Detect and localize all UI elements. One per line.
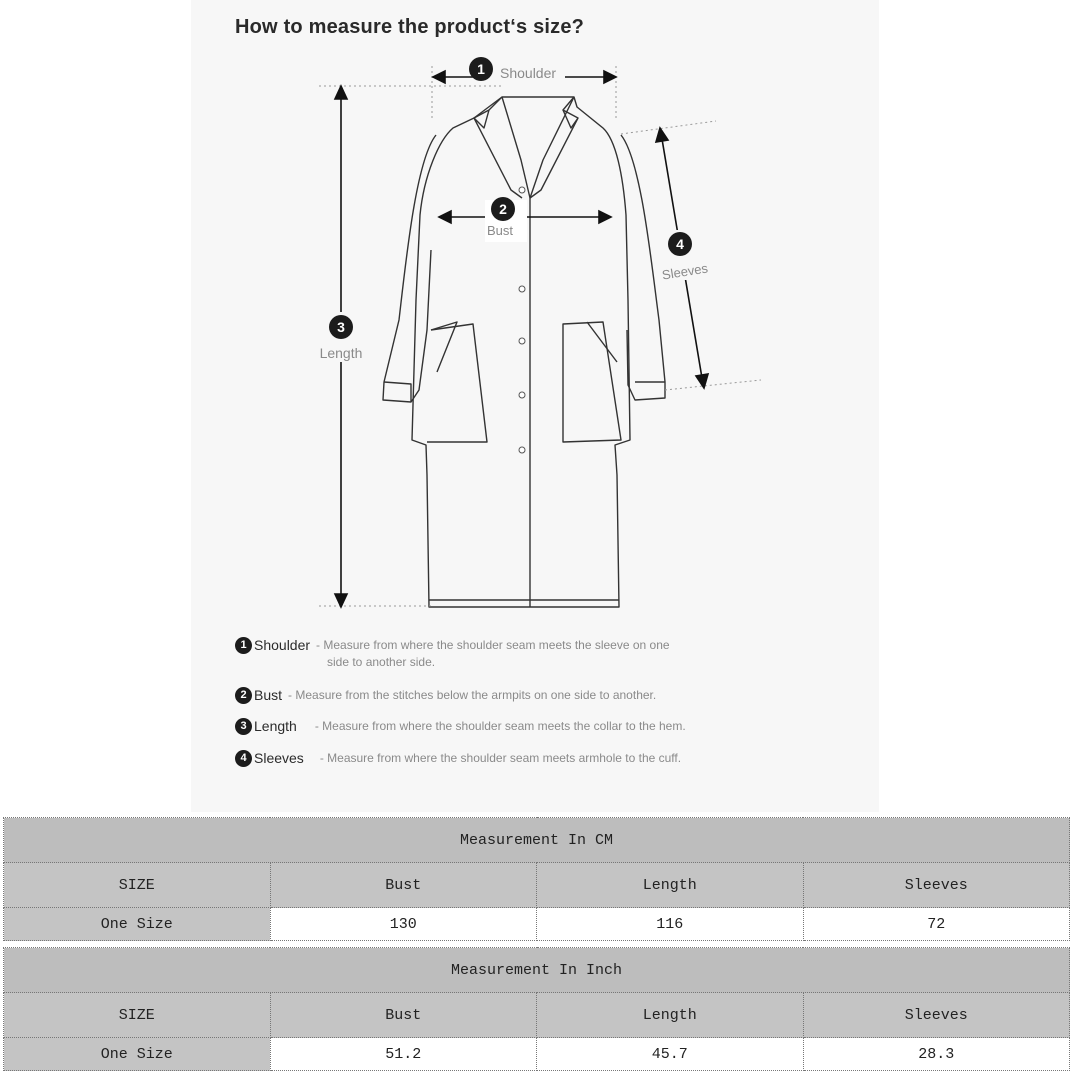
table-inch-cell-sleeves: 28.3 bbox=[803, 1038, 1070, 1071]
table-cm-header-bust: Bust bbox=[270, 863, 537, 908]
legend-num-1: 1 bbox=[235, 637, 252, 654]
table-inch-header-bust: Bust bbox=[270, 993, 537, 1038]
legend-term-bust: Bust bbox=[254, 687, 283, 703]
table-cm-cell-size: One Size bbox=[4, 908, 271, 941]
guide-title: How to measure the product‘s size? bbox=[235, 16, 585, 38]
callout-bust-label: Bust bbox=[487, 223, 514, 238]
callout-length-label: Length bbox=[319, 345, 363, 361]
table-inch-header-length: Length bbox=[537, 993, 804, 1038]
callout-length-num: 3 bbox=[337, 319, 345, 335]
table-cm-cell-bust: 130 bbox=[270, 908, 537, 941]
legend-term-sleeves: Sleeves bbox=[254, 750, 304, 766]
legend-num-2: 2 bbox=[235, 687, 252, 704]
table-inch-cell-bust: 51.2 bbox=[270, 1038, 537, 1071]
table-inch-header-size: SIZE bbox=[4, 993, 271, 1038]
table-cm-header-size: SIZE bbox=[4, 863, 271, 908]
legend-num-4: 4 bbox=[235, 750, 252, 767]
callout-bust bbox=[485, 197, 527, 242]
callout-length bbox=[311, 312, 371, 362]
table-cm-cell-length: 116 bbox=[537, 908, 804, 941]
callout-shoulder-label: Shoulder bbox=[500, 65, 557, 81]
callout-sleeves-label: Sleeves bbox=[660, 260, 709, 283]
legend-desc-sleeves: - Measure from where the shoulder seam meets armhole to the cuff. bbox=[319, 751, 682, 765]
table-inch-cell-size: One Size bbox=[4, 1038, 271, 1071]
legend-desc-length: - Measure from where the shoulder seam meets the collar to the hem. bbox=[314, 719, 686, 733]
legend-desc-shoulder: - Measure from where the shoulder seam meets the sleeve on one bbox=[316, 638, 670, 652]
table-inch-cell-length: 45.7 bbox=[537, 1038, 804, 1071]
table-inch-header-sleeves: Sleeves bbox=[803, 993, 1070, 1038]
legend-num-3: 3 bbox=[235, 718, 252, 735]
coat-illustration bbox=[383, 97, 665, 607]
legend-length bbox=[235, 716, 686, 736]
table-cm-header-length: Length bbox=[537, 863, 804, 908]
table-cm-title: Measurement In CM bbox=[4, 818, 1070, 863]
size-table-cm bbox=[3, 817, 1070, 941]
size-table-inch bbox=[3, 947, 1070, 1071]
callout-shoulder-num: 1 bbox=[477, 61, 485, 77]
legend-bust bbox=[235, 685, 656, 705]
callout-sleeves bbox=[656, 230, 716, 283]
table-cm-header-sleeves: Sleeves bbox=[803, 863, 1070, 908]
table-cm-cell-sleeves: 72 bbox=[803, 908, 1070, 941]
legend-term-length: Length bbox=[254, 718, 297, 734]
callout-bust-num: 2 bbox=[499, 201, 507, 217]
callout-sleeves-num: 4 bbox=[676, 236, 684, 252]
legend-desc-shoulder-cont: side to another side. bbox=[327, 655, 436, 669]
size-guide-panel bbox=[191, 0, 879, 812]
table-inch-title: Measurement In Inch bbox=[4, 948, 1070, 993]
legend-term-shoulder: Shoulder bbox=[254, 637, 311, 653]
legend-sleeves bbox=[235, 748, 681, 768]
legend-shoulder bbox=[235, 635, 670, 669]
legend-desc-bust: - Measure from the stitches below the armpits on one side to another. bbox=[288, 688, 657, 702]
callout-shoulder bbox=[469, 57, 565, 84]
